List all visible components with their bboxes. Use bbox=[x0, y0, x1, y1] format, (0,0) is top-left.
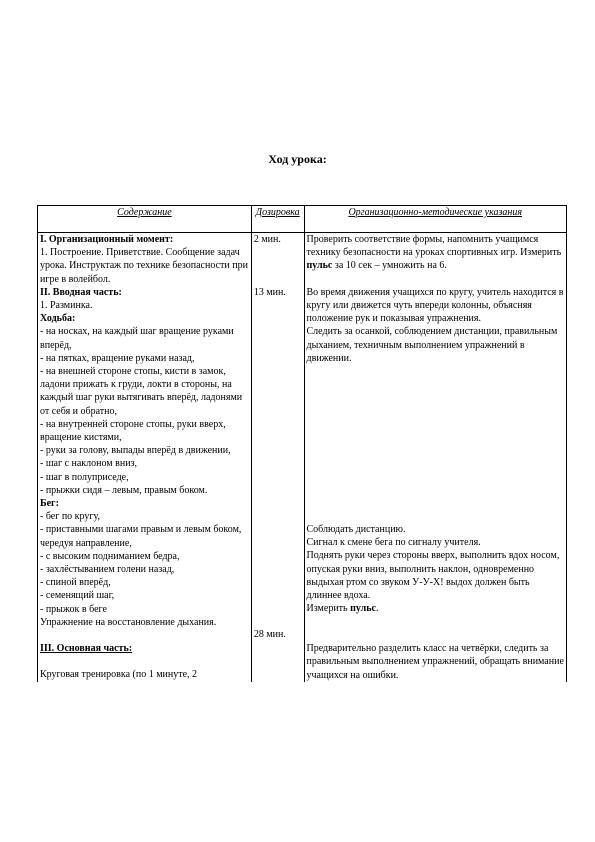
note-line: Поднять руки через стороны вверх, выполнить вдох носом, опуская руки вниз, выполнить наклон, одновременно выдыхая ртом со звуком У-У-Х! выдох должен быть длиннее вдоха. bbox=[306, 550, 560, 602]
content-line: - с высоким подниманием бедра, bbox=[40, 550, 180, 562]
content-cell bbox=[38, 629, 252, 682]
section-heading: II. Вводная часть: bbox=[40, 286, 122, 298]
content-line: - на внутренней стороне стопы, руки вверх, вращение кистями, bbox=[40, 418, 226, 444]
section-heading: III. Основная часть: bbox=[40, 643, 133, 655]
notes-cell bbox=[304, 233, 566, 286]
content-line: - семенящий шаг, bbox=[40, 590, 115, 602]
note-line: Предварительно разделить класс на четвёрки, следить за правильным выполнением упражнений, обращать внимание учащихся на ошибки. bbox=[306, 643, 564, 681]
notes-cell bbox=[304, 286, 566, 629]
content-line: - прыжок в беге bbox=[40, 603, 107, 615]
spacer bbox=[40, 629, 249, 642]
header-content: Содержание bbox=[38, 206, 252, 233]
dosage-value: 28 мин. bbox=[253, 629, 286, 641]
content-line: - на внешней стороне стопы, кисти в замок, ладони прижать к груди, локти в стороны, на каждый шаг руки вытягивать вперёд, ладонями от себя и обратно, bbox=[40, 366, 243, 417]
section-heading: Бег: bbox=[40, 498, 59, 510]
table-row bbox=[38, 286, 567, 629]
content-line: - прыжки сидя – левым, правым боком. bbox=[40, 484, 208, 496]
section-heading: I. Организационный момент: bbox=[40, 234, 174, 245]
note-line: Во время движения учащихся по кругу, учитель находится в кругу или движется чуть впереди колонны, объясняя положение рук и показывая упражнения. bbox=[306, 286, 564, 325]
header-notes: Организационно-методические указания bbox=[304, 206, 566, 233]
content-line: - шаг в полуприседе, bbox=[40, 471, 129, 483]
content-line: - руки за голову, выпады вперёд в движении, bbox=[40, 445, 231, 457]
dosage-value: 2 мин. bbox=[253, 234, 281, 245]
table-header-row bbox=[38, 206, 567, 233]
dosage-cell bbox=[251, 629, 304, 682]
note-line: Сигнал к смене бега по сигналу учителя. bbox=[306, 537, 481, 549]
spacer bbox=[40, 655, 249, 668]
note-line: Проверить соответствие формы, напомнить учащимся технику безопасности на уроках спортивных игр. Измерить пульс за 10 сек – умножить на 6. bbox=[306, 234, 562, 272]
notes-cell bbox=[304, 629, 566, 682]
content-line: Круговая тренировка (по 1 минуте, 2 bbox=[40, 669, 198, 681]
content-line: - захлёстыванием голени назад, bbox=[40, 564, 175, 576]
content-line: - бег по кругу, bbox=[40, 511, 101, 523]
dosage-value: 13 мин. bbox=[253, 286, 286, 298]
header-dosage: Дозировка bbox=[251, 206, 304, 233]
dosage-cell bbox=[251, 286, 304, 629]
note-line: Измерить пульс. bbox=[306, 603, 379, 615]
content-line: - спиной вперёд, bbox=[40, 577, 111, 589]
spacer bbox=[307, 365, 564, 523]
content-cell bbox=[38, 233, 252, 286]
dosage-cell bbox=[251, 233, 304, 286]
content-line: - на пятках, вращение руками назад, bbox=[40, 352, 195, 364]
content-line: - шаг с наклоном вниз, bbox=[40, 458, 138, 470]
note-line: Соблюдать дистанцию. bbox=[306, 524, 406, 536]
lesson-plan-table bbox=[37, 205, 567, 682]
section-heading: Ходьба: bbox=[40, 313, 76, 325]
content-line: Упражнение на восстановление дыхания. bbox=[40, 616, 217, 628]
spacer bbox=[307, 629, 564, 642]
note-line: Следить за осанкой, соблюдением дистанции, правильным дыханием, техничным выполнением упражнений в движении. bbox=[306, 326, 558, 364]
content-line: 1. Построение. Приветствие. Сообщение задач урока. Инструктаж по технике безопасности при игре в волейбол. bbox=[40, 247, 248, 285]
content-line: - приставными шагами правым и левым боком, чередуя направление, bbox=[40, 524, 242, 549]
content-line: - на носках, на каждый шаг вращение руками вперёд, bbox=[40, 326, 234, 351]
table-row bbox=[38, 629, 567, 682]
table-row bbox=[38, 233, 567, 286]
content-cell bbox=[38, 286, 252, 629]
content-line: 1. Разминка. bbox=[40, 300, 93, 312]
page-title: Ход урока: bbox=[268, 152, 327, 166]
